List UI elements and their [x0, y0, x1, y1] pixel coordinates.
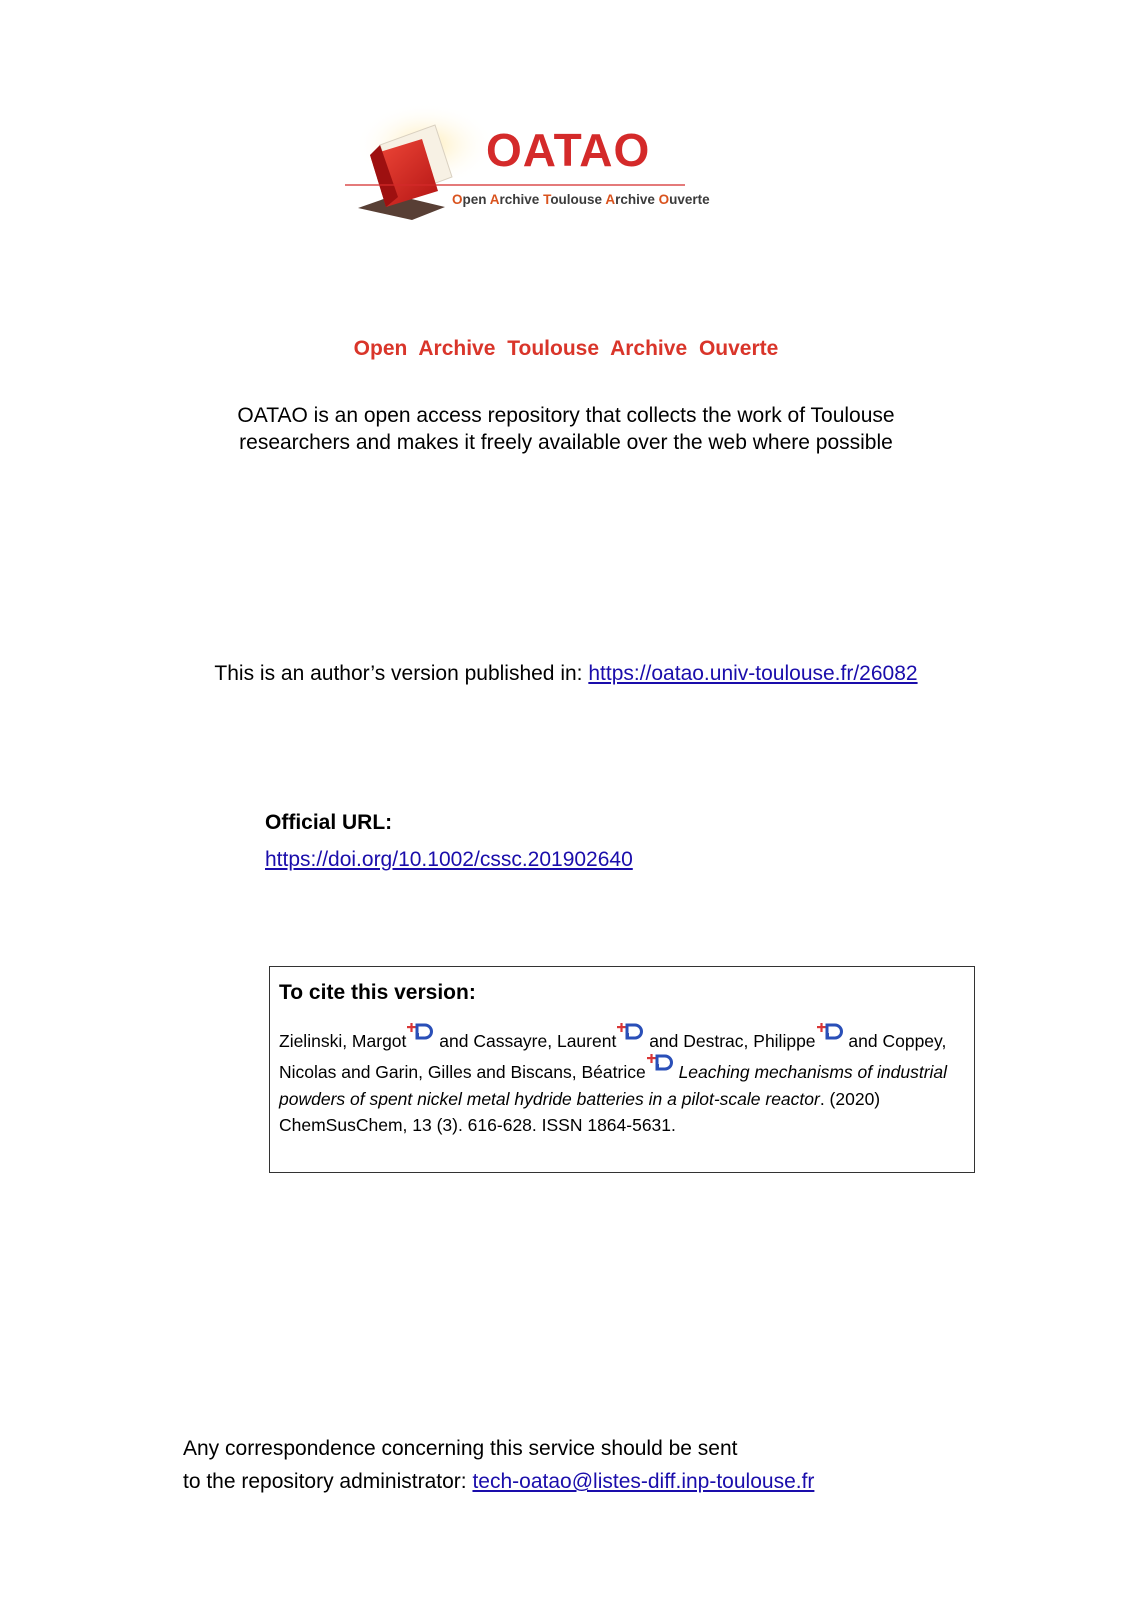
- tagline-cap: O: [658, 192, 670, 207]
- official-url-label: Official URL:: [265, 811, 393, 834]
- tagline-cap: A: [489, 192, 500, 207]
- citation-author-3: and Destrac, Philippe: [644, 1030, 816, 1051]
- citation-box: [269, 966, 975, 1173]
- correspondence-line-1: Any correspondence concerning this service should be sent: [183, 1437, 738, 1460]
- tagline-cap: O: [452, 192, 463, 207]
- version-prefix: This is an author’s version published in:: [214, 662, 589, 685]
- tagline-rest: rchive: [615, 192, 659, 207]
- logo-tagline: [452, 192, 710, 207]
- logo-wordmark: OATAO: [486, 124, 651, 176]
- tagline-cap: T: [543, 192, 551, 207]
- correspondence-line-2: [183, 1465, 814, 1498]
- tagline-rest: oulouse: [550, 192, 606, 207]
- intro-line-1: OATAO is an open access repository that collects the work of Toulouse: [237, 404, 895, 427]
- citation-other-authors: and Coppey, Nicolas and Garin, Gilles and Biscans, Béatrice: [279, 1030, 947, 1083]
- official-url-container: [265, 848, 633, 872]
- citation-title: To cite this version:: [279, 981, 476, 1004]
- admin-email-link[interactable]: tech-oatao@listes-diff.inp-toulouse.fr: [472, 1470, 815, 1493]
- citation-details: . (2020) ChemSusChem, 13 (3). 616-628. ISSN 1864-5631.: [279, 1088, 881, 1136]
- citation-author-2: and Cassayre, Laurent: [434, 1030, 617, 1051]
- intro-line-2: researchers and makes it freely available over the web where possible: [239, 431, 893, 454]
- orcid-icon[interactable]: [407, 1023, 433, 1040]
- correspondence-text: [183, 1432, 814, 1498]
- tagline-cap: A: [605, 192, 616, 207]
- orcid-icon[interactable]: [817, 1023, 843, 1040]
- orcid-icon[interactable]: [617, 1023, 643, 1040]
- version-statement: [0, 662, 1132, 686]
- orcid-icon[interactable]: [647, 1054, 673, 1071]
- citation-author-1: Zielinski, Margot: [279, 1030, 407, 1051]
- citation-article-title: Leaching mechanisms of industrial powders of spent nickel metal hydride batteries in a pilot-scale reactor: [279, 1062, 948, 1109]
- official-url-link[interactable]: https://doi.org/10.1002/cssc.201902640: [265, 848, 633, 871]
- tagline-rest: uverte: [669, 192, 710, 207]
- tagline-rest: rchive: [499, 192, 544, 207]
- tagline-rest: pen: [462, 192, 490, 207]
- correspondence-prefix: to the repository administrator:: [183, 1470, 473, 1493]
- oatao-logo: [340, 95, 740, 225]
- version-link[interactable]: https://oatao.univ-toulouse.fr/26082: [588, 662, 918, 685]
- citation-text: [279, 1023, 969, 1139]
- intro-text: [0, 402, 1132, 456]
- archive-heading: Open Archive Toulouse Archive Ouverte: [353, 337, 779, 360]
